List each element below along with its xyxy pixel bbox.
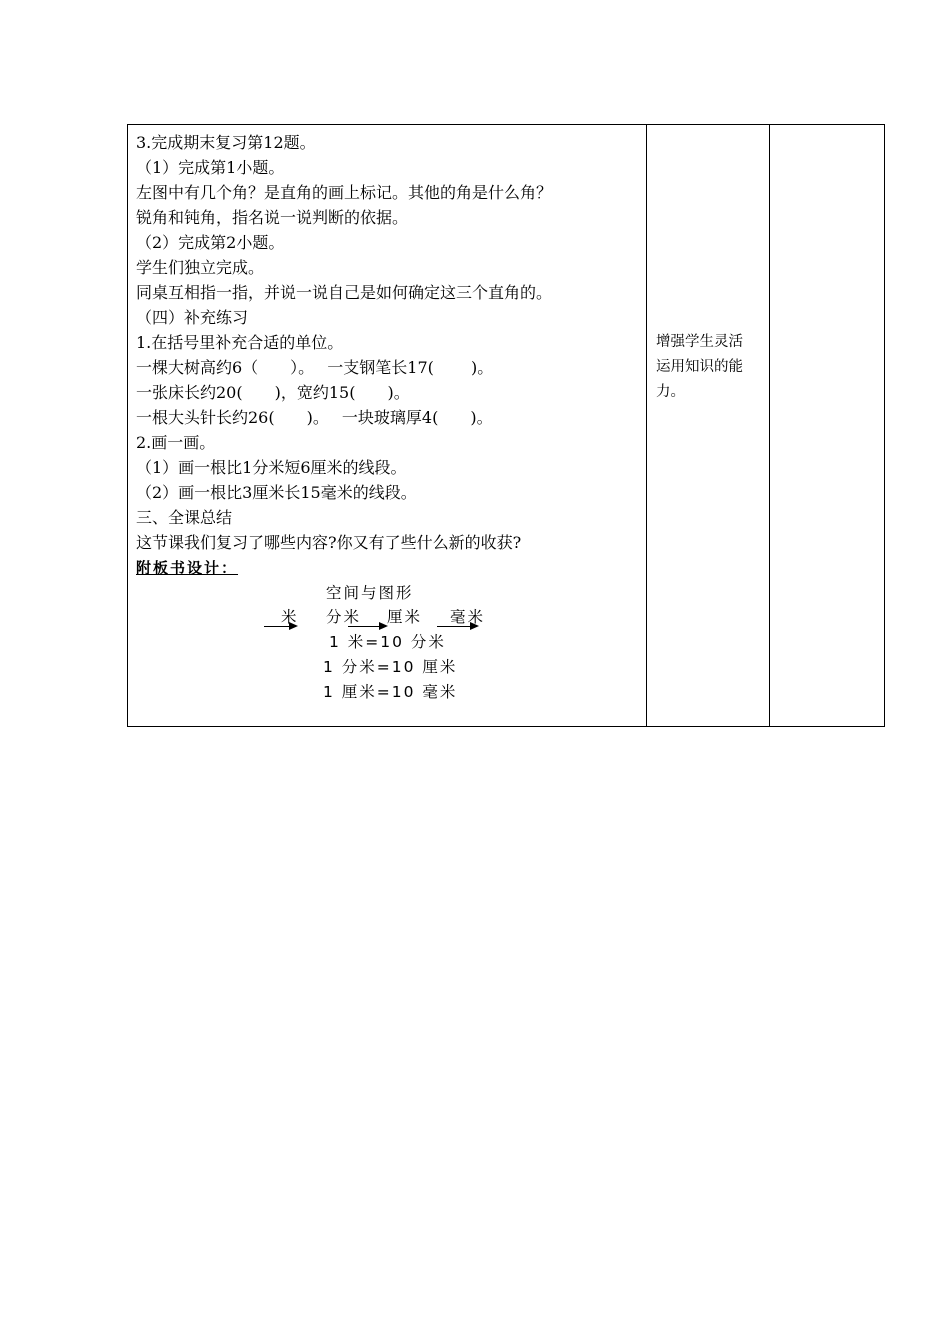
board-design-label: 附板书设计： <box>136 559 239 577</box>
empty-cell <box>770 125 885 727</box>
text-line: 2.画一画。 <box>136 433 216 452</box>
unit-label: 厘米 <box>387 608 423 626</box>
text-line: 学生们独立完成。 <box>136 258 265 277</box>
text-line: （1）画一根比1分米短6厘米的线段。 <box>136 458 407 477</box>
lesson-plan-table <box>127 124 885 727</box>
text-line: （1）完成第1小题。 <box>136 158 285 177</box>
text-line: 同桌互相指一指，并说一说自己是如何确定这三个直角的。 <box>136 283 553 302</box>
text-line: 锐角和钝角，指名说一说判断的依据。 <box>136 208 409 227</box>
text-line: （2）完成第2小题。 <box>136 233 285 252</box>
text-line: 左图中有几个角？是直角的画上标记。其他的角是什么角？ <box>136 183 553 202</box>
conversion-line: 1 厘米=10 毫米 <box>323 683 458 701</box>
table-row <box>128 125 885 727</box>
text-line: （四）补充练习 <box>136 308 249 327</box>
design-intent-text: 增强学生灵活运用知识的能力。 <box>656 334 743 400</box>
arrow-icon <box>348 626 386 627</box>
text-line: 三、全课总结 <box>136 508 233 527</box>
text-line: 一根大头针长约26( )。 一块玻璃厚4( )。 <box>136 408 493 427</box>
text-line: 这节课我们复习了哪些内容?你又有了些什么新的收获? <box>136 533 522 552</box>
unit-label: 分米 <box>326 608 362 626</box>
board-diagram <box>136 581 646 721</box>
text-line: 1.在括号里补充合适的单位。 <box>136 333 344 352</box>
text-line: 一张床长约20( )，宽约15( )。 <box>136 383 410 402</box>
conversion-line: 1 米=10 分米 <box>329 633 446 651</box>
conversion-line: 1 分米=10 厘米 <box>323 658 458 676</box>
unit-label: 毫米 <box>450 608 486 626</box>
unit-label: 米 <box>281 608 299 626</box>
teaching-process-cell <box>128 125 647 727</box>
text-line: 一棵大树高约6（ ）。 一支钢笔长17( )。 <box>136 358 494 377</box>
board-title: 空间与图形 <box>326 584 414 602</box>
design-intent-cell <box>647 125 770 727</box>
text-line: （2）画一根比3厘米长15毫米的线段。 <box>136 483 417 502</box>
text-line: 3.完成期末复习第12题。 <box>136 133 316 152</box>
